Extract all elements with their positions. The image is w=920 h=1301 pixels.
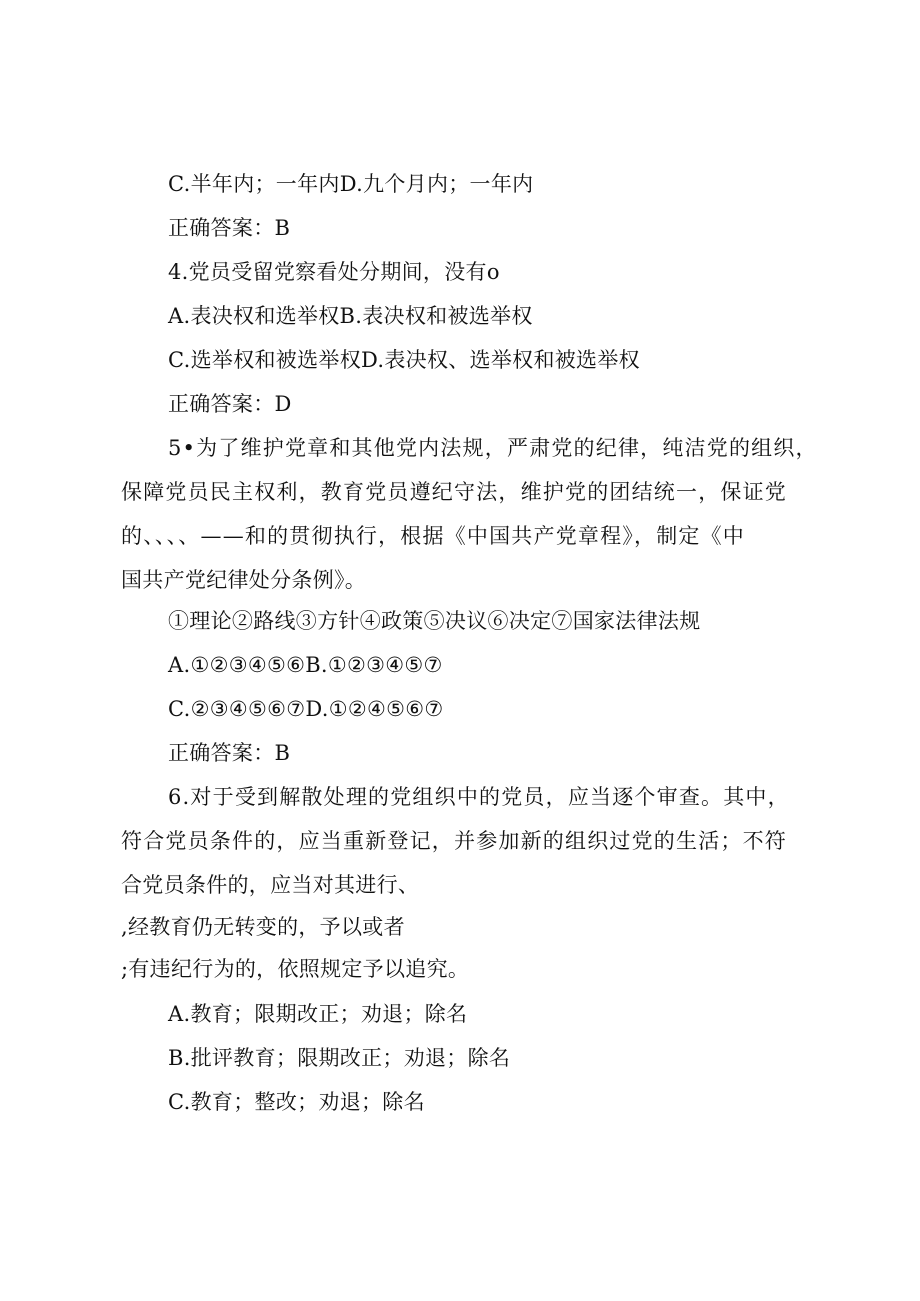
question-5-line-2: 保障党员民主权利，教育党员遵纪守法，维护党的团结统一，保证党 xyxy=(121,480,787,504)
option-line-q4-a-b: A.表决权和选举权B.表决权和被选举权 xyxy=(168,304,533,328)
question-6-line-1: 6.对于受到解散处理的党组织中的党员，应当逐个审查。其中， xyxy=(168,785,790,809)
question-5-items: ①理论②路线③方针④政策⑤决议⑥决定⑦国家法律法规 xyxy=(168,609,701,633)
option-line-q3-c-d: C.半年内；一年内D.九个月内；一年内 xyxy=(168,172,534,196)
answer-line-q5: 正确答案：B xyxy=(168,741,291,765)
question-5-line-3: 的、、、、——和的贯彻执行，根据《中国共产党章程》，制定《中 xyxy=(121,524,745,548)
question-6-line-5: ;有违纪行为的，依照规定予以追究。 xyxy=(121,957,470,981)
question-4: 4.党员受留党察看处分期间，没有o xyxy=(168,260,500,284)
question-6-line-4: ,经教育仍无转变的，予以或者 xyxy=(121,915,405,939)
question-5-line-1: 5•为了维护党章和其他党内法规，严肃党的纪律，纯洁党的组织， xyxy=(168,436,818,460)
option-line-q5-c-d: C.②③④⑤⑥⑦D.①②④⑤⑥⑦ xyxy=(168,697,444,721)
question-5-line-4: 国共产党纪律处分条例》。 xyxy=(121,568,367,592)
option-line-q4-c-d: C.选举权和被选举权D.表决权、选举权和被选举权 xyxy=(168,348,640,372)
question-6-line-3: 合党员条件的，应当对其进行、 xyxy=(121,873,420,897)
option-line-q5-a-b: A.①②③④⑤⑥B.①②③④⑤⑦ xyxy=(168,653,443,677)
option-line-q6-b: B.批评教育；限期改正；劝退；除名 xyxy=(168,1046,511,1070)
question-6-line-2: 符合党员条件的，应当重新登记，并参加新的组织过党的生活；不符 xyxy=(121,829,787,853)
answer-line-q4: 正确答案：D xyxy=(168,392,292,416)
answer-line-q3: 正确答案：B xyxy=(168,216,291,240)
option-line-q6-c: C.教育；整改；劝退；除名 xyxy=(168,1090,425,1114)
option-line-q6-a: A.教育；限期改正；劝退；除名 xyxy=(168,1002,468,1026)
